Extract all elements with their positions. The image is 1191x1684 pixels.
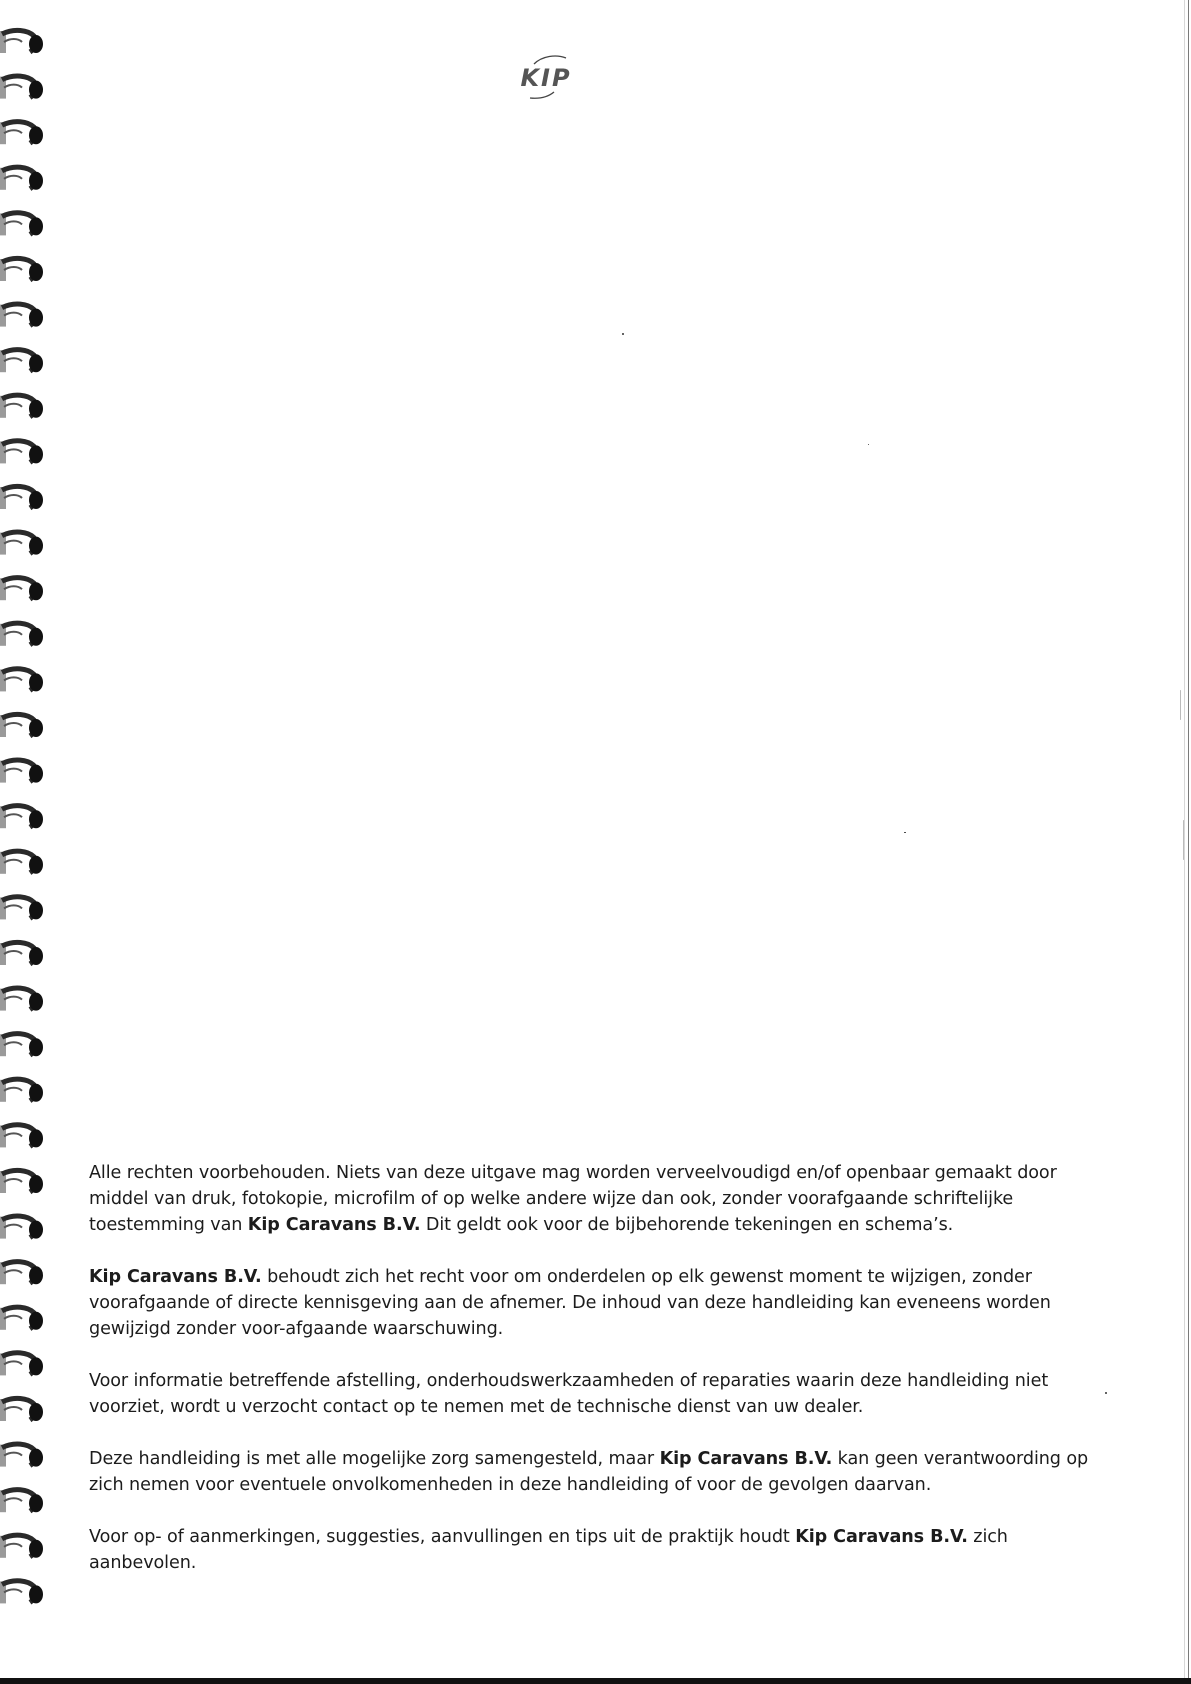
kip-logo — [496, 50, 596, 106]
spiral-coil — [0, 1535, 43, 1558]
spiral-coil — [0, 304, 43, 327]
spiral-coil — [0, 532, 43, 555]
spiral-coil — [0, 942, 43, 965]
spiral-coil — [0, 1307, 43, 1330]
spiral-coil — [0, 213, 43, 236]
spiral-coil — [0, 76, 43, 99]
spiral-coil — [0, 1398, 43, 1421]
spiral-coil — [0, 714, 43, 737]
notice-paragraph — [89, 1368, 1119, 1420]
company-name: Kip Caravans B.V. — [89, 1267, 262, 1287]
spiral-coil — [0, 1581, 43, 1604]
spiral-coil — [0, 806, 43, 829]
legal-notice — [89, 1160, 1119, 1602]
spiral-coil — [0, 1262, 43, 1285]
spiral-coil — [0, 669, 43, 692]
paragraph-text: behoudt zich het recht voor om onderdelen op elk gewenst moment te wijzigen, zonder voorafgaande of directe kennisgeving aan de afnemer. De inhoud van deze handleiding kan eveneens worden gewijzigd zonder voor-afgaande waarschuwing. — [89, 1267, 1051, 1339]
spiral-coil — [0, 1353, 43, 1376]
spiral-coil — [0, 441, 43, 464]
spiral-coil — [0, 1444, 43, 1467]
paragraph-text: Voor op- of aanmerkingen, suggesties, aanvullingen en tips uit de praktijk houdt — [89, 1527, 796, 1547]
spiral-coil — [0, 851, 43, 874]
spiral-coil — [0, 258, 43, 281]
spiral-coil — [0, 486, 43, 509]
company-name: Kip Caravans B.V. — [659, 1449, 833, 1469]
notice-paragraph — [89, 1160, 1119, 1238]
notice-paragraph — [89, 1446, 1119, 1498]
spiral-coil — [0, 988, 43, 1011]
spiral-coil — [0, 623, 43, 646]
spiral-coil — [0, 1034, 43, 1057]
spiral-coil — [0, 395, 43, 418]
scan-speck — [1180, 690, 1181, 720]
scan-speck — [622, 333, 624, 335]
logo-text: KIP — [520, 64, 572, 92]
spiral-coil — [0, 760, 43, 783]
paragraph-text: Alle rechten voorbehouden. Niets van deze uitgave mag worden verveelvoudigd en/of openbaar gemaakt door middel van druk, fotokopie, microfilm of op welke andere wijze dan ook, zonder voorafgaande schriftelijke toestemming van — [89, 1163, 1057, 1235]
spiral-coil — [0, 1079, 43, 1102]
spiral-coil — [0, 1125, 43, 1148]
scan-speck — [868, 444, 869, 445]
spiral-coil — [0, 1170, 43, 1193]
paragraph-text: Deze handleiding is met alle mogelijke zorg samengesteld, maar — [89, 1449, 660, 1469]
spiral-coil — [0, 30, 43, 53]
scan-speck — [904, 832, 906, 833]
spiral-coil — [0, 578, 43, 601]
spiral-coil — [0, 1490, 43, 1513]
page-bottom-edge — [0, 1678, 1191, 1684]
company-name: Kip Caravans B.V. — [247, 1215, 421, 1235]
spiral-coil — [0, 897, 43, 920]
spiral-coil — [0, 122, 43, 145]
scan-speck — [1183, 820, 1184, 860]
page-edge — [1188, 0, 1189, 1684]
spiral-coil — [0, 350, 43, 373]
paragraph-text: Voor informatie betreffende afstelling, onderhoudswerkzaamheden of reparaties waarin deze handleiding niet voorziet, wordt u verzocht contact op te nemen met de technische dienst van uw dealer. — [89, 1371, 1049, 1417]
spiral-binding — [0, 0, 80, 1684]
spiral-coil — [0, 167, 43, 190]
page-edge-shadow — [1184, 0, 1185, 1684]
paragraph-text: zich aanbevolen. — [89, 1527, 1008, 1573]
company-name: Kip Caravans B.V. — [795, 1527, 968, 1547]
notice-paragraph — [89, 1264, 1119, 1342]
spiral-coil — [0, 1216, 43, 1239]
paragraph-text: kan geen verantwoording op zich nemen voor eventuele onvolkomenheden in deze handleiding of voor de gevolgen daarvan. — [89, 1449, 1089, 1495]
notice-paragraph — [89, 1524, 1119, 1576]
paragraph-text: Dit geldt ook voor de bijbehorende tekeningen en schema’s. — [420, 1215, 954, 1235]
